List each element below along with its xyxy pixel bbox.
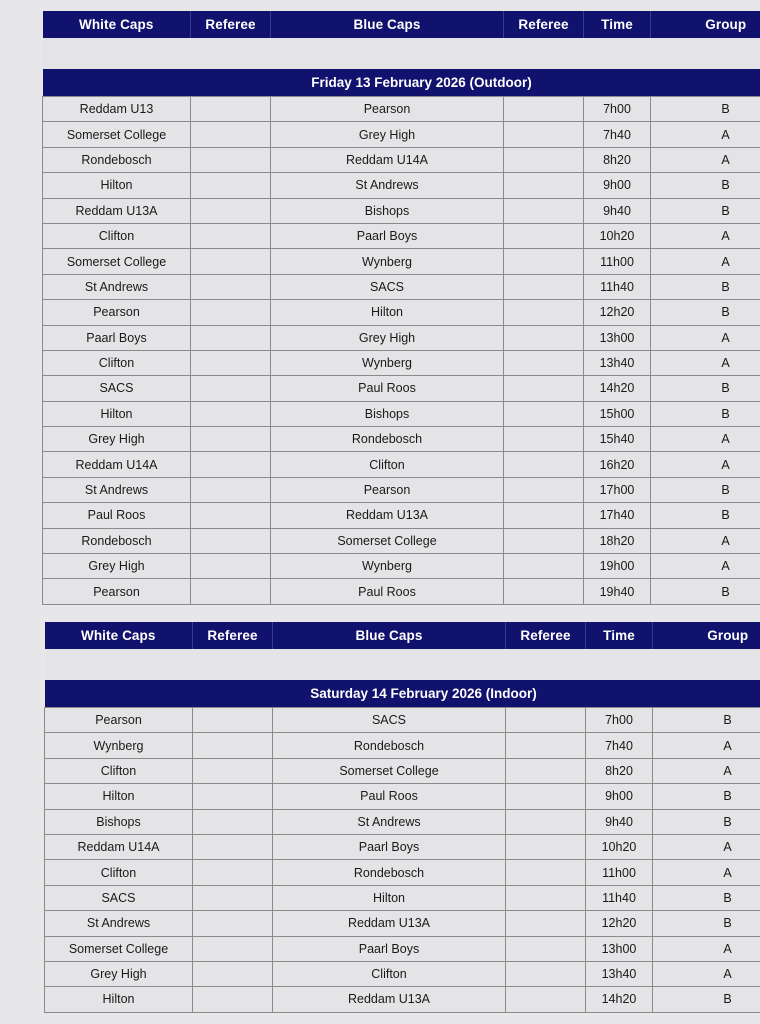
cell-blue-caps: Rondebosch — [273, 733, 506, 758]
cell-referee-2 — [506, 733, 586, 758]
date-banner-row — [43, 69, 760, 97]
cell-referee-1 — [191, 300, 271, 325]
cell-group: A — [651, 528, 760, 553]
cell-group: A — [653, 733, 760, 758]
cell-time: 12h20 — [584, 300, 651, 325]
cell-referee-1 — [193, 758, 273, 783]
cell-group: B — [653, 911, 760, 936]
column-header-referee-1[interactable]: Referee — [193, 622, 273, 649]
cell-time: 11h00 — [584, 249, 651, 274]
cell-white-caps: Clifton — [43, 350, 191, 375]
cell-referee-2 — [504, 503, 584, 528]
cell-blue-caps: Clifton — [271, 452, 504, 477]
cell-referee-1 — [191, 325, 271, 350]
table-row[interactable] — [43, 503, 760, 528]
cell-group: A — [653, 758, 760, 783]
column-header-group[interactable]: Group — [651, 11, 760, 38]
cell-referee-1 — [191, 350, 271, 375]
cell-blue-caps: SACS — [273, 708, 506, 733]
cell-white-caps: Somerset College — [43, 122, 191, 147]
table-row[interactable] — [43, 376, 760, 401]
cell-time: 16h20 — [584, 452, 651, 477]
cell-referee-1 — [191, 401, 271, 426]
cell-blue-caps: Wynberg — [271, 554, 504, 579]
cell-blue-caps: Pearson — [271, 477, 504, 502]
cell-time: 7h00 — [584, 97, 651, 122]
cell-referee-1 — [191, 198, 271, 223]
cell-blue-caps: Paarl Boys — [273, 834, 506, 859]
cell-referee-1 — [191, 427, 271, 452]
column-header-white-caps[interactable]: White Caps — [43, 11, 191, 38]
column-header-group[interactable]: Group — [653, 622, 760, 649]
cell-time: 13h40 — [586, 961, 653, 986]
cell-referee-2 — [504, 528, 584, 553]
cell-group: A — [651, 427, 760, 452]
cell-referee-1 — [191, 477, 271, 502]
cell-group: A — [653, 961, 760, 986]
cell-group: A — [651, 452, 760, 477]
table-row[interactable] — [43, 427, 760, 452]
cell-time: 11h00 — [586, 860, 653, 885]
cell-white-caps: St Andrews — [43, 274, 191, 299]
cell-referee-1 — [191, 452, 271, 477]
cell-white-caps: Clifton — [43, 223, 191, 248]
table-row[interactable] — [43, 249, 760, 274]
cell-blue-caps: Paarl Boys — [271, 223, 504, 248]
cell-white-caps: Hilton — [45, 784, 193, 809]
cell-blue-caps: Grey High — [271, 325, 504, 350]
table-row[interactable] — [45, 834, 760, 859]
column-header-referee-2[interactable]: Referee — [506, 622, 586, 649]
cell-group: B — [653, 708, 760, 733]
cell-referee-2 — [506, 708, 586, 733]
column-header-referee-1[interactable]: Referee — [191, 11, 271, 38]
cell-referee-2 — [504, 554, 584, 579]
cell-blue-caps: St Andrews — [273, 809, 506, 834]
cell-white-caps: Reddam U13A — [43, 198, 191, 223]
date-banner-friday: Friday 13 February 2026 (Outdoor) — [43, 69, 760, 97]
cell-referee-1 — [193, 860, 273, 885]
cell-white-caps: Hilton — [45, 987, 193, 1012]
cell-group: B — [653, 987, 760, 1012]
cell-referee-2 — [504, 427, 584, 452]
cell-white-caps: Hilton — [43, 401, 191, 426]
cell-referee-2 — [504, 198, 584, 223]
cell-blue-caps: SACS — [271, 274, 504, 299]
cell-time: 8h20 — [586, 758, 653, 783]
cell-referee-2 — [506, 834, 586, 859]
table-row[interactable] — [45, 936, 760, 961]
table-row[interactable] — [45, 733, 760, 758]
header-row — [45, 622, 760, 649]
table-row[interactable] — [43, 198, 760, 223]
cell-time: 10h20 — [584, 223, 651, 248]
cell-referee-1 — [191, 122, 271, 147]
cell-referee-1 — [193, 708, 273, 733]
cell-referee-1 — [193, 834, 273, 859]
cell-group: A — [651, 325, 760, 350]
column-header-blue-caps[interactable]: Blue Caps — [273, 622, 506, 649]
cell-time: 17h00 — [584, 477, 651, 502]
cell-referee-1 — [193, 961, 273, 986]
cell-white-caps: Grey High — [43, 554, 191, 579]
cell-blue-caps: Somerset College — [271, 528, 504, 553]
cell-referee-1 — [191, 554, 271, 579]
cell-blue-caps: Paul Roos — [273, 784, 506, 809]
friday-table-head — [43, 11, 760, 38]
cell-referee-2 — [504, 579, 584, 604]
cell-time: 7h40 — [586, 733, 653, 758]
cell-time: 9h40 — [586, 809, 653, 834]
saturday-table-body — [45, 649, 760, 1012]
cell-referee-1 — [191, 97, 271, 122]
table-row[interactable] — [43, 122, 760, 147]
cell-time: 15h00 — [584, 401, 651, 426]
cell-time: 10h20 — [586, 834, 653, 859]
table-row[interactable] — [45, 885, 760, 910]
cell-group: B — [651, 477, 760, 502]
column-header-white-caps[interactable]: White Caps — [45, 622, 193, 649]
cell-group: B — [651, 300, 760, 325]
friday-schedule-table — [42, 11, 760, 605]
cell-white-caps: Rondebosch — [43, 147, 191, 172]
cell-blue-caps: Clifton — [273, 961, 506, 986]
cell-time: 12h20 — [586, 911, 653, 936]
cell-referee-1 — [191, 249, 271, 274]
cell-time: 18h20 — [584, 528, 651, 553]
cell-referee-1 — [193, 733, 273, 758]
table-row[interactable] — [43, 97, 760, 122]
table-row[interactable] — [43, 554, 760, 579]
cell-referee-2 — [504, 325, 584, 350]
table-row[interactable] — [43, 300, 760, 325]
cell-referee-1 — [193, 936, 273, 961]
cell-referee-2 — [504, 97, 584, 122]
cell-white-caps: SACS — [43, 376, 191, 401]
cell-white-caps: Grey High — [45, 961, 193, 986]
cell-time: 9h40 — [584, 198, 651, 223]
table-row[interactable] — [43, 452, 760, 477]
cell-referee-2 — [506, 911, 586, 936]
cell-blue-caps: Hilton — [271, 300, 504, 325]
cell-referee-2 — [506, 860, 586, 885]
table-row[interactable] — [43, 350, 760, 375]
cell-referee-1 — [191, 579, 271, 604]
table-row[interactable] — [43, 274, 760, 299]
cell-white-caps: Clifton — [45, 758, 193, 783]
cell-white-caps: Reddam U13 — [43, 97, 191, 122]
cell-time: 15h40 — [584, 427, 651, 452]
cell-referee-2 — [504, 376, 584, 401]
cell-white-caps: Reddam U14A — [45, 834, 193, 859]
cell-blue-caps: Bishops — [271, 401, 504, 426]
cell-group: B — [651, 376, 760, 401]
table-row[interactable] — [43, 579, 760, 604]
table-row[interactable] — [43, 477, 760, 502]
table-row[interactable] — [45, 784, 760, 809]
friday-table-body — [43, 38, 760, 604]
cell-referee-2 — [504, 249, 584, 274]
table-row[interactable] — [45, 911, 760, 936]
cell-referee-1 — [193, 987, 273, 1012]
cell-group: A — [653, 834, 760, 859]
cell-referee-2 — [506, 936, 586, 961]
cell-referee-2 — [506, 809, 586, 834]
cell-referee-1 — [193, 885, 273, 910]
cell-blue-caps: Grey High — [271, 122, 504, 147]
cell-group: B — [653, 885, 760, 910]
cell-blue-caps: Paul Roos — [271, 376, 504, 401]
cell-group: A — [651, 249, 760, 274]
cell-time: 8h20 — [584, 147, 651, 172]
table-row[interactable] — [43, 325, 760, 350]
cell-referee-2 — [504, 477, 584, 502]
table-row[interactable] — [45, 860, 760, 885]
cell-referee-1 — [193, 784, 273, 809]
cell-white-caps: Paul Roos — [43, 503, 191, 528]
saturday-schedule-table — [44, 622, 760, 1013]
cell-referee-2 — [506, 987, 586, 1012]
column-header-referee-2[interactable]: Referee — [504, 11, 584, 38]
table-row[interactable] — [43, 223, 760, 248]
cell-referee-1 — [193, 809, 273, 834]
cell-group: B — [653, 784, 760, 809]
cell-referee-2 — [504, 401, 584, 426]
cell-white-caps: Pearson — [45, 708, 193, 733]
cell-blue-caps: Reddam U14A — [271, 147, 504, 172]
cell-time: 19h00 — [584, 554, 651, 579]
cell-referee-2 — [506, 961, 586, 986]
cell-white-caps: Somerset College — [43, 249, 191, 274]
cell-blue-caps: Wynberg — [271, 249, 504, 274]
spacer-row — [43, 38, 760, 69]
cell-time: 7h00 — [586, 708, 653, 733]
cell-referee-2 — [506, 758, 586, 783]
cell-referee-2 — [504, 452, 584, 477]
cell-group: B — [651, 401, 760, 426]
cell-time: 7h40 — [584, 122, 651, 147]
spacer-cell — [43, 38, 760, 69]
cell-blue-caps: Rondebosch — [273, 860, 506, 885]
cell-white-caps: Wynberg — [45, 733, 193, 758]
table-row[interactable] — [43, 147, 760, 172]
cell-referee-2 — [504, 173, 584, 198]
cell-group: B — [651, 198, 760, 223]
cell-white-caps: Paarl Boys — [43, 325, 191, 350]
cell-white-caps: Pearson — [43, 579, 191, 604]
cell-time: 9h00 — [586, 784, 653, 809]
cell-referee-1 — [191, 503, 271, 528]
cell-referee-1 — [191, 274, 271, 299]
cell-blue-caps: Bishops — [271, 198, 504, 223]
date-banner-row — [45, 680, 760, 708]
cell-group: A — [651, 554, 760, 579]
table-row[interactable] — [43, 173, 760, 198]
cell-group: B — [651, 579, 760, 604]
cell-time: 9h00 — [584, 173, 651, 198]
cell-referee-2 — [504, 223, 584, 248]
cell-blue-caps: St Andrews — [271, 173, 504, 198]
table-row[interactable] — [45, 961, 760, 986]
spacer-cell — [45, 649, 760, 680]
cell-group: B — [653, 809, 760, 834]
cell-time: 11h40 — [584, 274, 651, 299]
cell-blue-caps: Reddam U13A — [273, 911, 506, 936]
table-row[interactable] — [45, 708, 760, 733]
spacer-row — [45, 649, 760, 680]
cell-white-caps: Bishops — [45, 809, 193, 834]
cell-referee-2 — [504, 122, 584, 147]
cell-white-caps: SACS — [45, 885, 193, 910]
cell-time: 14h20 — [584, 376, 651, 401]
cell-blue-caps: Reddam U13A — [273, 987, 506, 1012]
cell-time: 14h20 — [586, 987, 653, 1012]
cell-blue-caps: Wynberg — [271, 350, 504, 375]
cell-referee-1 — [191, 173, 271, 198]
cell-white-caps: Clifton — [45, 860, 193, 885]
cell-time: 19h40 — [584, 579, 651, 604]
column-header-time[interactable]: Time — [586, 622, 653, 649]
header-row — [43, 11, 760, 38]
cell-time: 13h40 — [584, 350, 651, 375]
cell-referee-2 — [504, 300, 584, 325]
cell-white-caps: St Andrews — [45, 911, 193, 936]
cell-referee-2 — [506, 885, 586, 910]
cell-blue-caps: Reddam U13A — [271, 503, 504, 528]
cell-white-caps: Rondebosch — [43, 528, 191, 553]
cell-group: A — [653, 860, 760, 885]
cell-group: A — [651, 350, 760, 375]
cell-white-caps: Pearson — [43, 300, 191, 325]
cell-white-caps: Reddam U14A — [43, 452, 191, 477]
date-banner-saturday: Saturday 14 February 2026 (Indoor) — [45, 680, 760, 708]
cell-group: B — [651, 503, 760, 528]
cell-blue-caps: Somerset College — [273, 758, 506, 783]
cell-blue-caps: Rondebosch — [271, 427, 504, 452]
table-row[interactable] — [43, 401, 760, 426]
cell-blue-caps: Hilton — [273, 885, 506, 910]
cell-time: 17h40 — [584, 503, 651, 528]
cell-referee-2 — [506, 784, 586, 809]
cell-referee-1 — [191, 376, 271, 401]
cell-group: A — [651, 223, 760, 248]
table-row[interactable] — [45, 758, 760, 783]
cell-white-caps: St Andrews — [43, 477, 191, 502]
cell-referee-1 — [191, 223, 271, 248]
cell-group: B — [651, 274, 760, 299]
cell-group: B — [651, 173, 760, 198]
cell-group: A — [651, 147, 760, 172]
column-header-blue-caps[interactable]: Blue Caps — [271, 11, 504, 38]
table-row[interactable] — [43, 528, 760, 553]
table-row[interactable] — [45, 809, 760, 834]
cell-referee-2 — [504, 274, 584, 299]
cell-blue-caps: Pearson — [271, 97, 504, 122]
cell-referee-1 — [191, 528, 271, 553]
column-header-time[interactable]: Time — [584, 11, 651, 38]
cell-group: A — [653, 936, 760, 961]
saturday-table-head — [45, 622, 760, 649]
cell-white-caps: Grey High — [43, 427, 191, 452]
cell-white-caps: Hilton — [43, 173, 191, 198]
cell-group: B — [651, 97, 760, 122]
cell-time: 13h00 — [584, 325, 651, 350]
cell-referee-2 — [504, 350, 584, 375]
cell-referee-1 — [193, 911, 273, 936]
cell-referee-1 — [191, 147, 271, 172]
cell-time: 11h40 — [586, 885, 653, 910]
cell-blue-caps: Paul Roos — [271, 579, 504, 604]
cell-blue-caps: Paarl Boys — [273, 936, 506, 961]
table-row[interactable] — [45, 987, 760, 1012]
cell-referee-2 — [504, 147, 584, 172]
cell-group: A — [651, 122, 760, 147]
cell-white-caps: Somerset College — [45, 936, 193, 961]
cell-time: 13h00 — [586, 936, 653, 961]
